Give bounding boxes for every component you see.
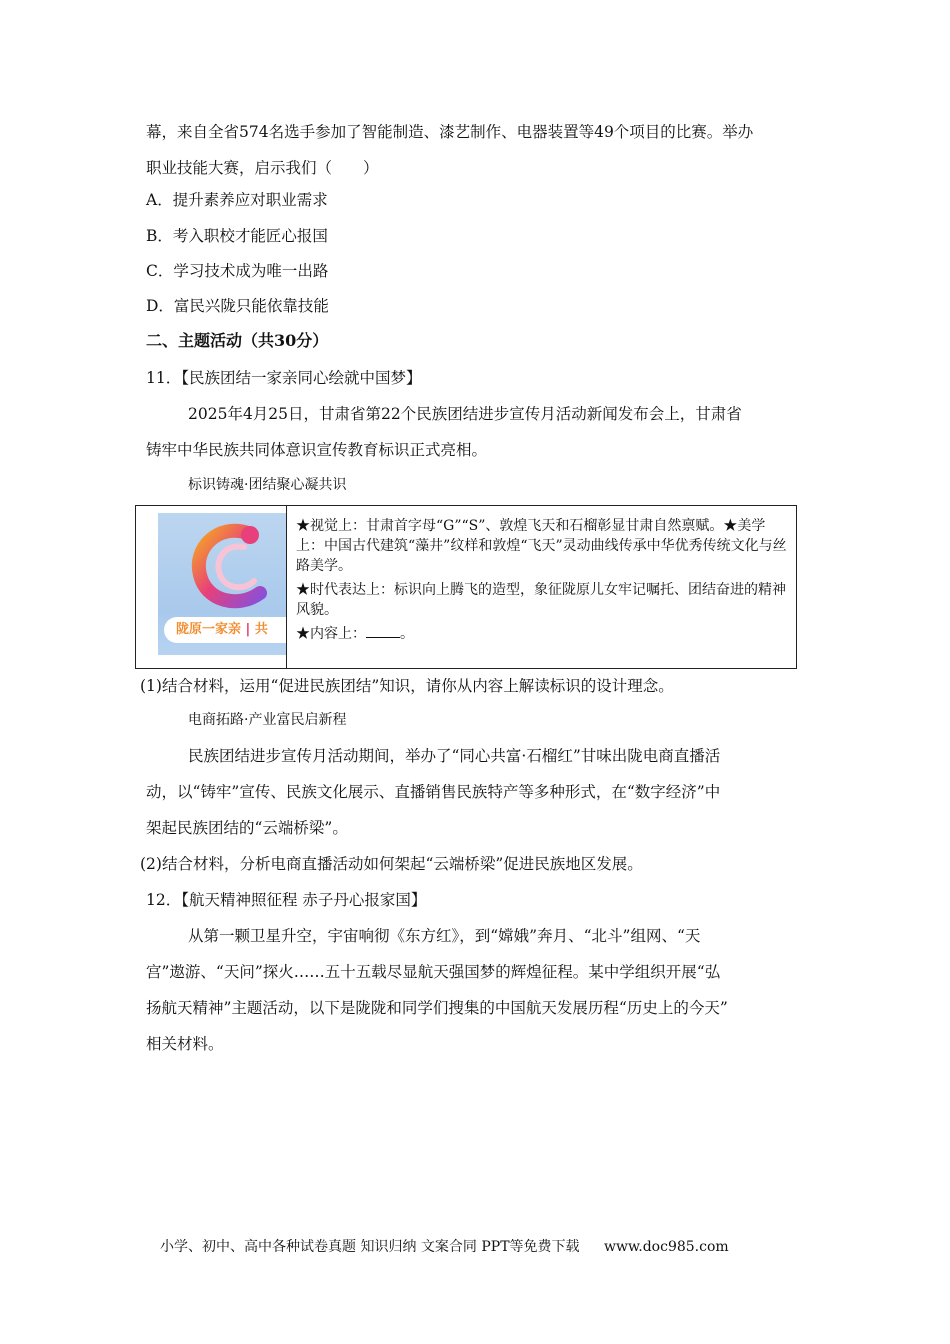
paragraph-line: 架起民族团结的“云端桥梁”。 — [146, 819, 348, 837]
question-11-2: (2)结合材料，分析电商直播活动如何架起“云端桥梁”促进民族地区发展。 — [140, 855, 643, 873]
section-heading: 二、主题活动（共30分） — [146, 331, 329, 350]
paragraph-line: 动，以“铸牢”宣传、民族文化展示、直播销售民族特产等多种形式，在“数字经济”中 — [146, 783, 721, 801]
logo-description — [296, 516, 791, 648]
subheading: 电商拓路·产业富民启新程 — [188, 712, 347, 728]
question-11-1: (1)结合材料，运用“促进民族团结”知识，请你从内容上解读标识的设计理念。 — [140, 677, 674, 695]
paragraph-line: 铸牢中华民族共同体意识宣传教育标识正式亮相。 — [146, 441, 488, 459]
paragraph-line: 相关材料。 — [146, 1035, 224, 1053]
page-footer — [160, 1236, 729, 1256]
answer-blank — [366, 625, 400, 638]
paragraph-line: 幕，来自全省574名选手参加了智能制造、漆艺制作、电器装置等49个项目的比赛。举办 — [146, 123, 754, 141]
era-description: ★时代表达上：标识向上腾飞的造型，象征陇原儿女牢记嘱托、团结奋进的精神风貌。 — [296, 582, 786, 618]
question-12-title: 12．【航天精神照征程 赤子丹心报家国】 — [146, 891, 427, 909]
box-divider — [286, 506, 287, 668]
footer-url[interactable]: www.doc985.com — [603, 1239, 729, 1255]
logo-swirl-icon — [178, 513, 286, 623]
logo-banner: 陇原一家亲 | 共 — [164, 617, 286, 643]
paragraph-line: 2025年4月25日，甘肃省第22个民族团结进步宣传月活动新闻发布会上，甘肃省 — [188, 405, 742, 423]
option-a: A．提升素养应对职业需求 — [146, 191, 328, 209]
option-b: B．考入职校才能匠心报国 — [146, 227, 328, 245]
option-d: D．富民兴陇只能依靠技能 — [146, 297, 329, 315]
logo-image — [158, 513, 286, 655]
option-c: C．学习技术成为唯一出路 — [146, 262, 329, 280]
logo-info-box — [135, 505, 797, 669]
paragraph-line: 民族团结进步宣传月活动期间，举办了“同心共富·石榴红”甘味出陇电商直播活 — [188, 747, 721, 765]
footer-text: 小学、初中、高中各种试卷真题 知识归纳 文案合同 PPT等免费下载 — [160, 1239, 580, 1255]
paragraph-line: 宫”遨游、“天问”探火……五十五载尽显航天强国梦的辉煌征程。某中学组织开展“弘 — [146, 963, 721, 981]
paragraph-line: 从第一颗卫星升空，宇宙响彻《东方红》，到“嫦娥”奔月、“北斗”组网、“天 — [188, 927, 701, 945]
paragraph-line: 扬航天精神”主题活动，以下是陇陇和同学们搜集的中国航天发展历程“历史上的今天” — [146, 999, 728, 1017]
subheading: 标识铸魂·团结聚心凝共识 — [188, 477, 347, 493]
visual-description: ★视觉上：甘肃首字母“G”“S”、敦煌飞天和石榴彰显甘肃自然禀赋。★美学上：中国古代建筑“藻井”纹样和敦煌“飞天”灵动曲线传承中华优秀传统文化与丝路美学。 — [296, 518, 787, 574]
question-11-title: 11．【民族团结一家亲同心绘就中国梦】 — [146, 369, 422, 387]
question-stem: 职业技能大赛，启示我们（ ） — [146, 159, 379, 177]
content-description: ★内容上： 。 — [296, 626, 414, 642]
